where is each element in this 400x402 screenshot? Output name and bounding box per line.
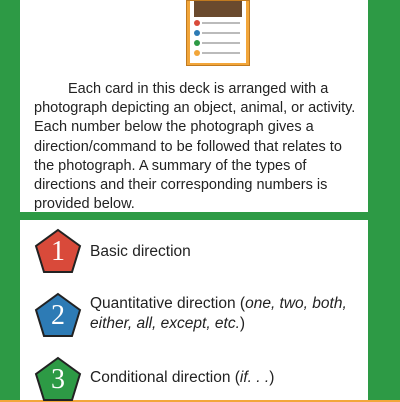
direction-label-3: Conditional direction (if. . .) [90,369,275,386]
direction-badge-3 [34,356,82,402]
direction-number-3: 3 [51,364,65,395]
direction-number-1: 1 [51,236,65,267]
direction-label-2: Quantitative direction (one, two, both, either, all, except, etc.) [90,295,347,332]
direction-number-2: 2 [51,300,65,331]
direction-badge-1 [34,228,82,274]
direction-label-1: Basic direction [90,243,191,260]
card-photo [194,1,242,17]
direction-badge-2 [34,292,82,338]
sample-card-image [186,0,250,66]
description-paragraph: Each card in this deck is arranged with a photograph depicting an object, animal, or activity. Each number below the photograph gives a direction/command to be followed that relates to the photograph. A summary of the types of directions and their corresponding numbers is provided below. [34,81,356,213]
